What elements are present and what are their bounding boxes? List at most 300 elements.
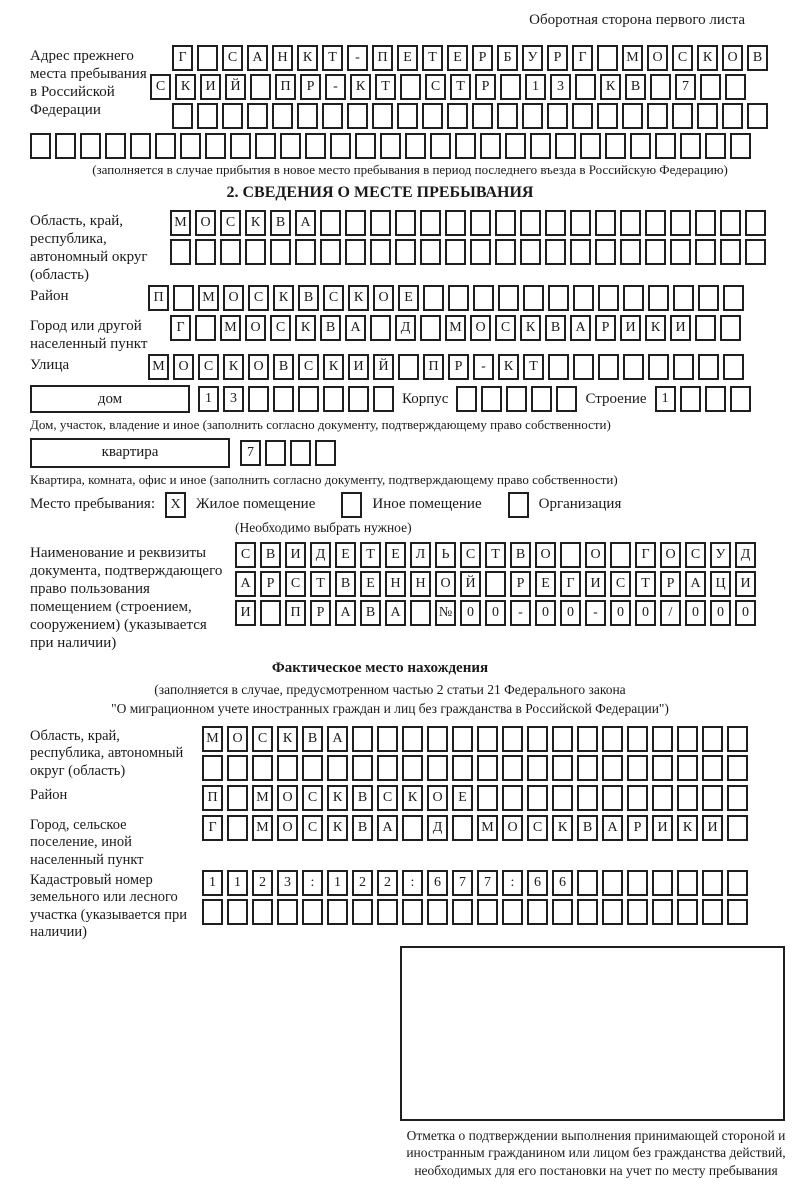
char-box[interactable]: К (697, 45, 718, 71)
char-box[interactable]: А (685, 571, 706, 597)
char-box[interactable] (410, 600, 431, 626)
char-box[interactable]: М (170, 210, 191, 236)
char-box[interactable]: И (702, 815, 723, 841)
char-box[interactable] (705, 386, 726, 412)
char-box[interactable]: М (148, 354, 169, 380)
char-box[interactable] (430, 133, 451, 159)
char-box[interactable] (377, 899, 398, 925)
char-box[interactable] (377, 726, 398, 752)
char-box[interactable] (302, 755, 323, 781)
char-box[interactable]: 0 (735, 600, 756, 626)
char-box[interactable] (395, 239, 416, 265)
char-box[interactable] (297, 103, 318, 129)
char-box[interactable] (727, 726, 748, 752)
char-box[interactable]: 2 (377, 870, 398, 896)
char-box[interactable] (452, 815, 473, 841)
char-box[interactable] (552, 755, 573, 781)
char-box[interactable] (725, 74, 746, 100)
char-box[interactable]: 1 (227, 870, 248, 896)
char-box[interactable] (622, 103, 643, 129)
char-box[interactable] (427, 726, 448, 752)
char-box[interactable]: Р (547, 45, 568, 71)
char-box[interactable] (498, 285, 519, 311)
char-box[interactable] (627, 785, 648, 811)
char-box[interactable]: Т (450, 74, 471, 100)
char-box[interactable] (670, 239, 691, 265)
char-box[interactable] (655, 133, 676, 159)
char-box[interactable]: Й (373, 354, 394, 380)
char-box[interactable]: Р (627, 815, 648, 841)
char-box[interactable]: К (223, 354, 244, 380)
other-premises-checkbox[interactable] (341, 492, 362, 518)
char-box[interactable] (677, 726, 698, 752)
char-box[interactable]: А (345, 315, 366, 341)
char-box[interactable]: С (285, 571, 306, 597)
char-box[interactable] (673, 285, 694, 311)
char-box[interactable] (195, 315, 216, 341)
char-box[interactable] (527, 785, 548, 811)
char-box[interactable] (648, 285, 669, 311)
char-box[interactable]: О (470, 315, 491, 341)
char-box[interactable] (172, 103, 193, 129)
char-box[interactable]: Е (535, 571, 556, 597)
char-box[interactable] (402, 726, 423, 752)
char-box[interactable] (420, 315, 441, 341)
char-box[interactable]: Т (375, 74, 396, 100)
char-box[interactable]: Т (635, 571, 656, 597)
char-box[interactable]: Д (310, 542, 331, 568)
char-box[interactable] (247, 103, 268, 129)
char-box[interactable]: С (425, 74, 446, 100)
char-box[interactable]: К (348, 285, 369, 311)
char-box[interactable] (677, 899, 698, 925)
char-box[interactable]: С (460, 542, 481, 568)
char-box[interactable]: : (502, 870, 523, 896)
char-box[interactable] (370, 315, 391, 341)
char-box[interactable]: А (295, 210, 316, 236)
char-box[interactable] (452, 755, 473, 781)
char-box[interactable] (30, 133, 51, 159)
char-box[interactable]: И (620, 315, 641, 341)
char-box[interactable] (202, 899, 223, 925)
char-box[interactable] (265, 440, 286, 466)
char-box[interactable] (505, 133, 526, 159)
char-box[interactable] (452, 899, 473, 925)
char-box[interactable] (597, 45, 618, 71)
char-box[interactable]: С (150, 74, 171, 100)
char-box[interactable] (423, 285, 444, 311)
char-box[interactable]: Р (300, 74, 321, 100)
char-box[interactable] (260, 600, 281, 626)
char-box[interactable]: 3 (550, 74, 571, 100)
char-box[interactable]: В (270, 210, 291, 236)
char-box[interactable]: - (585, 600, 606, 626)
char-box[interactable] (597, 103, 618, 129)
char-box[interactable] (695, 315, 716, 341)
char-box[interactable] (273, 386, 294, 412)
char-box[interactable] (372, 103, 393, 129)
char-box[interactable] (352, 899, 373, 925)
char-box[interactable] (197, 103, 218, 129)
char-box[interactable] (647, 103, 668, 129)
char-box[interactable] (602, 870, 623, 896)
char-box[interactable] (577, 899, 598, 925)
char-box[interactable] (497, 103, 518, 129)
char-box[interactable]: О (223, 285, 244, 311)
char-box[interactable] (570, 210, 591, 236)
char-box[interactable]: М (252, 815, 273, 841)
char-box[interactable] (220, 239, 241, 265)
char-box[interactable] (720, 239, 741, 265)
char-box[interactable] (495, 210, 516, 236)
char-box[interactable]: К (402, 785, 423, 811)
char-box[interactable] (427, 899, 448, 925)
char-box[interactable]: О (535, 542, 556, 568)
char-box[interactable] (545, 210, 566, 236)
char-box[interactable] (595, 210, 616, 236)
char-box[interactable] (652, 755, 673, 781)
char-box[interactable] (55, 133, 76, 159)
char-box[interactable] (402, 899, 423, 925)
char-box[interactable]: К (297, 45, 318, 71)
char-box[interactable]: Е (385, 542, 406, 568)
char-box[interactable] (248, 386, 269, 412)
char-box[interactable] (327, 755, 348, 781)
char-box[interactable] (677, 870, 698, 896)
char-box[interactable]: Р (510, 571, 531, 597)
char-box[interactable]: О (722, 45, 743, 71)
char-box[interactable] (255, 133, 276, 159)
char-box[interactable]: О (245, 315, 266, 341)
char-box[interactable] (170, 239, 191, 265)
char-box[interactable]: Й (460, 571, 481, 597)
char-box[interactable] (227, 785, 248, 811)
char-box[interactable]: В (545, 315, 566, 341)
char-box[interactable] (722, 103, 743, 129)
char-box[interactable] (455, 133, 476, 159)
char-box[interactable] (702, 755, 723, 781)
char-box[interactable] (695, 239, 716, 265)
char-box[interactable] (252, 899, 273, 925)
char-box[interactable] (506, 386, 527, 412)
char-box[interactable] (723, 354, 744, 380)
char-box[interactable]: М (622, 45, 643, 71)
char-box[interactable]: - (510, 600, 531, 626)
char-box[interactable] (595, 239, 616, 265)
char-box[interactable]: В (273, 354, 294, 380)
char-box[interactable] (227, 815, 248, 841)
char-box[interactable] (552, 726, 573, 752)
char-box[interactable]: С (377, 785, 398, 811)
char-box[interactable] (577, 870, 598, 896)
char-box[interactable] (445, 210, 466, 236)
char-box[interactable]: Г (202, 815, 223, 841)
char-box[interactable]: 0 (535, 600, 556, 626)
char-box[interactable] (322, 103, 343, 129)
char-box[interactable] (702, 870, 723, 896)
char-box[interactable] (130, 133, 151, 159)
char-box[interactable]: И (735, 571, 756, 597)
char-box[interactable]: Ь (435, 542, 456, 568)
char-box[interactable]: И (200, 74, 221, 100)
char-box[interactable]: К (520, 315, 541, 341)
char-box[interactable] (470, 239, 491, 265)
char-box[interactable]: В (320, 315, 341, 341)
char-box[interactable] (545, 239, 566, 265)
char-box[interactable] (720, 210, 741, 236)
char-box[interactable]: М (220, 315, 241, 341)
char-box[interactable]: 7 (452, 870, 473, 896)
char-box[interactable] (330, 133, 351, 159)
char-box[interactable]: О (647, 45, 668, 71)
char-box[interactable] (502, 755, 523, 781)
char-box[interactable] (523, 285, 544, 311)
char-box[interactable]: В (510, 542, 531, 568)
char-box[interactable] (527, 899, 548, 925)
char-box[interactable] (305, 133, 326, 159)
char-box[interactable]: С (248, 285, 269, 311)
char-box[interactable] (480, 133, 501, 159)
char-box[interactable] (320, 210, 341, 236)
char-box[interactable]: 6 (552, 870, 573, 896)
char-box[interactable] (295, 239, 316, 265)
char-box[interactable] (315, 440, 336, 466)
char-box[interactable]: С (672, 45, 693, 71)
char-box[interactable]: Р (448, 354, 469, 380)
char-box[interactable]: 7 (240, 440, 261, 466)
char-box[interactable]: Л (410, 542, 431, 568)
char-box[interactable] (598, 285, 619, 311)
char-box[interactable] (727, 899, 748, 925)
char-box[interactable]: - (325, 74, 346, 100)
char-box[interactable]: О (427, 785, 448, 811)
char-box[interactable]: 0 (685, 600, 706, 626)
char-box[interactable]: Т (360, 542, 381, 568)
char-box[interactable] (531, 386, 552, 412)
char-box[interactable] (577, 755, 598, 781)
char-box[interactable]: П (202, 785, 223, 811)
char-box[interactable]: С (270, 315, 291, 341)
char-box[interactable] (577, 726, 598, 752)
char-box[interactable] (745, 210, 766, 236)
char-box[interactable]: М (202, 726, 223, 752)
char-box[interactable]: И (670, 315, 691, 341)
char-box[interactable]: О (248, 354, 269, 380)
char-box[interactable]: К (645, 315, 666, 341)
char-box[interactable]: С (610, 571, 631, 597)
char-box[interactable]: Й (225, 74, 246, 100)
char-box[interactable] (373, 386, 394, 412)
char-box[interactable]: В (360, 600, 381, 626)
char-box[interactable] (395, 210, 416, 236)
char-box[interactable]: П (372, 45, 393, 71)
char-box[interactable]: С (298, 354, 319, 380)
char-box[interactable]: 7 (675, 74, 696, 100)
char-box[interactable] (348, 386, 369, 412)
char-box[interactable] (695, 210, 716, 236)
char-box[interactable] (405, 133, 426, 159)
char-box[interactable] (705, 133, 726, 159)
char-box[interactable] (680, 386, 701, 412)
char-box[interactable] (555, 133, 576, 159)
organization-checkbox[interactable] (508, 492, 529, 518)
char-box[interactable]: № (435, 600, 456, 626)
char-box[interactable]: С (302, 815, 323, 841)
char-box[interactable]: О (277, 815, 298, 841)
char-box[interactable]: О (195, 210, 216, 236)
house-type-box[interactable]: дом (30, 385, 190, 413)
char-box[interactable] (420, 239, 441, 265)
char-box[interactable]: Р (260, 571, 281, 597)
char-box[interactable] (552, 785, 573, 811)
char-box[interactable]: С (495, 315, 516, 341)
char-box[interactable]: Д (395, 315, 416, 341)
char-box[interactable]: М (477, 815, 498, 841)
char-box[interactable]: С (235, 542, 256, 568)
char-box[interactable] (620, 239, 641, 265)
char-box[interactable] (377, 755, 398, 781)
char-box[interactable] (727, 755, 748, 781)
char-box[interactable]: 1 (655, 386, 676, 412)
char-box[interactable] (673, 354, 694, 380)
char-box[interactable] (370, 210, 391, 236)
char-box[interactable]: С (220, 210, 241, 236)
char-box[interactable] (230, 133, 251, 159)
char-box[interactable] (202, 755, 223, 781)
char-box[interactable]: А (602, 815, 623, 841)
char-box[interactable] (500, 74, 521, 100)
char-box[interactable] (548, 354, 569, 380)
char-box[interactable] (477, 726, 498, 752)
char-box[interactable]: 0 (460, 600, 481, 626)
char-box[interactable] (477, 755, 498, 781)
char-box[interactable]: Р (310, 600, 331, 626)
char-box[interactable]: Г (560, 571, 581, 597)
char-box[interactable]: О (173, 354, 194, 380)
char-box[interactable]: В (577, 815, 598, 841)
char-box[interactable]: К (245, 210, 266, 236)
char-box[interactable] (652, 785, 673, 811)
char-box[interactable] (447, 103, 468, 129)
char-box[interactable] (270, 239, 291, 265)
char-box[interactable] (627, 755, 648, 781)
apartment-type-box[interactable]: квартира (30, 438, 230, 468)
char-box[interactable]: С (685, 542, 706, 568)
char-box[interactable]: 0 (610, 600, 631, 626)
char-box[interactable]: В (352, 785, 373, 811)
char-box[interactable]: : (402, 870, 423, 896)
char-box[interactable]: А (247, 45, 268, 71)
char-box[interactable] (502, 899, 523, 925)
char-box[interactable] (672, 103, 693, 129)
char-box[interactable]: О (277, 785, 298, 811)
char-box[interactable]: Н (410, 571, 431, 597)
char-box[interactable] (472, 103, 493, 129)
char-box[interactable] (473, 285, 494, 311)
char-box[interactable] (347, 103, 368, 129)
char-box[interactable] (456, 386, 477, 412)
char-box[interactable]: А (570, 315, 591, 341)
char-box[interactable] (520, 210, 541, 236)
char-box[interactable] (320, 239, 341, 265)
char-box[interactable] (252, 755, 273, 781)
char-box[interactable] (205, 133, 226, 159)
char-box[interactable] (402, 755, 423, 781)
char-box[interactable] (477, 785, 498, 811)
char-box[interactable] (180, 133, 201, 159)
char-box[interactable]: А (235, 571, 256, 597)
char-box[interactable]: К (498, 354, 519, 380)
char-box[interactable]: Г (635, 542, 656, 568)
char-box[interactable] (527, 755, 548, 781)
residential-checkbox[interactable]: X (165, 492, 186, 518)
char-box[interactable]: - (473, 354, 494, 380)
char-box[interactable] (577, 785, 598, 811)
char-box[interactable] (195, 239, 216, 265)
char-box[interactable]: М (445, 315, 466, 341)
char-box[interactable]: 2 (252, 870, 273, 896)
char-box[interactable] (327, 899, 348, 925)
char-box[interactable]: С (198, 354, 219, 380)
char-box[interactable]: В (352, 815, 373, 841)
char-box[interactable]: : (302, 870, 323, 896)
char-box[interactable]: А (377, 815, 398, 841)
char-box[interactable] (250, 74, 271, 100)
char-box[interactable] (648, 354, 669, 380)
char-box[interactable] (645, 239, 666, 265)
char-box[interactable]: Е (398, 285, 419, 311)
char-box[interactable]: 0 (560, 600, 581, 626)
char-box[interactable]: К (552, 815, 573, 841)
char-box[interactable] (670, 210, 691, 236)
char-box[interactable] (680, 133, 701, 159)
char-box[interactable]: 0 (710, 600, 731, 626)
char-box[interactable] (445, 239, 466, 265)
char-box[interactable]: К (323, 354, 344, 380)
char-box[interactable] (352, 755, 373, 781)
char-box[interactable]: И (235, 600, 256, 626)
char-box[interactable] (560, 542, 581, 568)
char-box[interactable]: С (527, 815, 548, 841)
char-box[interactable] (298, 386, 319, 412)
char-box[interactable]: 1 (327, 870, 348, 896)
char-box[interactable] (323, 386, 344, 412)
char-box[interactable]: Т (523, 354, 544, 380)
char-box[interactable]: С (222, 45, 243, 71)
char-box[interactable] (620, 210, 641, 236)
char-box[interactable]: И (285, 542, 306, 568)
char-box[interactable] (702, 726, 723, 752)
char-box[interactable]: Т (422, 45, 443, 71)
char-box[interactable]: 1 (198, 386, 219, 412)
char-box[interactable] (572, 103, 593, 129)
char-box[interactable] (727, 870, 748, 896)
char-box[interactable]: П (285, 600, 306, 626)
char-box[interactable]: 0 (635, 600, 656, 626)
char-box[interactable] (398, 354, 419, 380)
char-box[interactable] (277, 899, 298, 925)
char-box[interactable] (548, 285, 569, 311)
char-box[interactable]: К (327, 785, 348, 811)
char-box[interactable] (605, 133, 626, 159)
char-box[interactable]: К (277, 726, 298, 752)
char-box[interactable] (602, 755, 623, 781)
char-box[interactable] (397, 103, 418, 129)
char-box[interactable]: Д (735, 542, 756, 568)
char-box[interactable] (723, 285, 744, 311)
char-box[interactable]: Е (452, 785, 473, 811)
char-box[interactable] (290, 440, 311, 466)
